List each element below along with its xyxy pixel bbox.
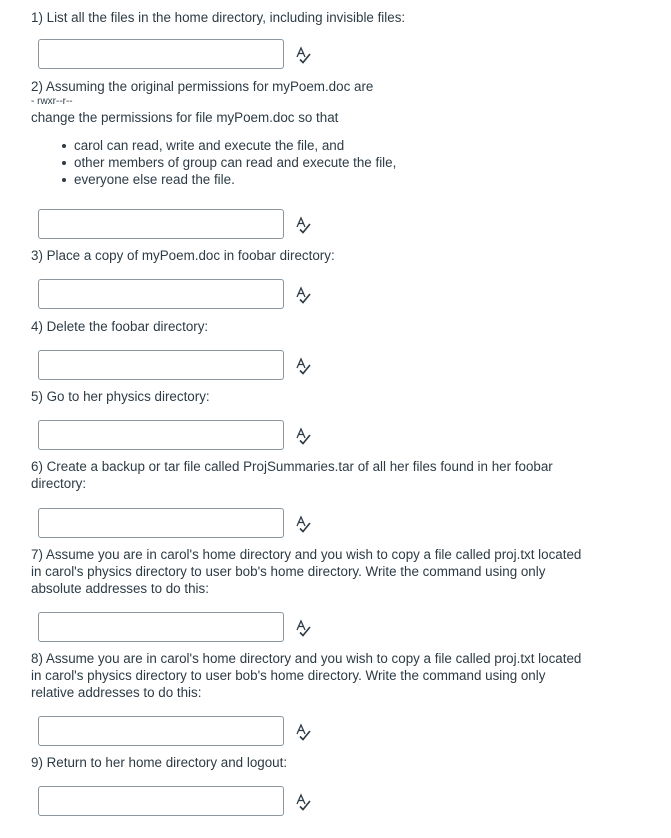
question-7: [31, 546, 591, 597]
question-9: [31, 754, 591, 771]
spell-check-icon[interactable]: [294, 286, 312, 304]
answer-row-6: [38, 508, 328, 540]
answer-row-5: [38, 420, 328, 452]
spell-check-icon[interactable]: [294, 619, 312, 637]
spell-check-icon[interactable]: [294, 357, 312, 375]
answer-row-9: [38, 786, 328, 818]
answer-input-9[interactable]: [38, 786, 284, 816]
spell-check-icon[interactable]: [294, 793, 312, 811]
question-8: [31, 650, 591, 701]
answer-input-5[interactable]: [38, 420, 284, 450]
bullet-item: other members of group can read and execute the file,: [74, 154, 591, 171]
question-8-text: 8) Assume you are in carol's home directory and you wish to copy a file called proj.txt located in carol's physics directory to user bob's home directory. Write the command using only relative addresses to do this:: [31, 651, 582, 700]
answer-input-2[interactable]: [38, 209, 284, 239]
question-4-text: 4) Delete the foobar directory:: [31, 319, 209, 334]
question-3: [31, 247, 591, 264]
bullet-item: carol can read, write and execute the file, and: [74, 137, 591, 154]
answer-row-3: [38, 279, 328, 311]
question-7-text: 7) Assume you are in carol's home directory and you wish to copy a file called proj.txt located in carol's physics directory to user bob's home directory. Write the command using only absolute addresses to do this:: [31, 547, 582, 596]
question-2-bullets: [31, 137, 591, 188]
spell-check-icon[interactable]: [294, 46, 312, 64]
question-6: [31, 458, 591, 492]
answer-row-1: [38, 39, 328, 71]
bullet-item: everyone else read the file.: [74, 171, 591, 188]
question-2-permissions: - rwxr--r--: [31, 96, 73, 107]
spell-check-icon[interactable]: [294, 723, 312, 741]
answer-input-7[interactable]: [38, 612, 284, 642]
answer-input-8[interactable]: [38, 716, 284, 746]
question-5: [31, 388, 591, 405]
question-3-text: 3) Place a copy of myPoem.doc in foobar directory:: [31, 248, 335, 263]
question-2-text: 2) Assuming the original permissions for myPoem.doc are: [31, 79, 374, 94]
spell-check-icon[interactable]: [294, 515, 312, 533]
question-5-text: 5) Go to her physics directory:: [31, 389, 210, 404]
answer-input-3[interactable]: [38, 279, 284, 309]
answer-row-2: [38, 209, 328, 241]
question-2-change: change the permissions for file myPoem.doc so that: [31, 110, 339, 125]
answer-row-4: [38, 350, 328, 382]
answer-input-6[interactable]: [38, 508, 284, 538]
question-1: [31, 9, 591, 26]
answer-input-1[interactable]: [38, 39, 284, 69]
spell-check-icon[interactable]: [294, 427, 312, 445]
spell-check-icon[interactable]: [294, 216, 312, 234]
question-9-text: 9) Return to her home directory and logout:: [31, 755, 288, 770]
question-1-text: 1) List all the files in the home directory, including invisible files:: [31, 10, 406, 25]
question-6-text: 6) Create a backup or tar file called ProjSummaries.tar of all her files found in her foobar directory:: [31, 459, 553, 491]
answer-row-8: [38, 716, 328, 748]
answer-row-7: [38, 612, 328, 644]
question-2: [31, 78, 591, 188]
question-4: [31, 318, 591, 335]
answer-input-4[interactable]: [38, 350, 284, 380]
